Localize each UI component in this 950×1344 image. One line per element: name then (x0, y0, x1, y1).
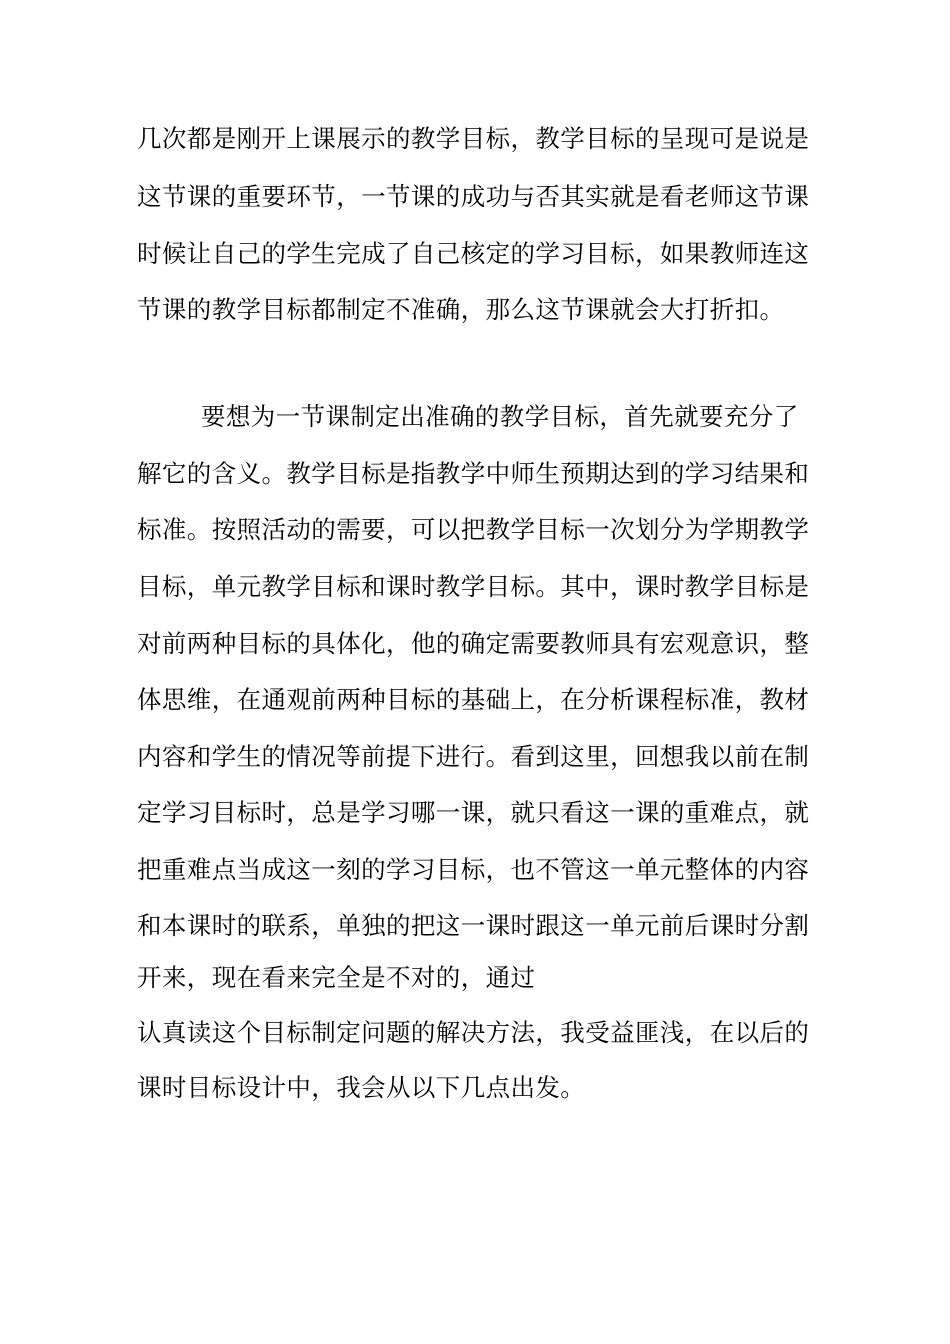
text-line: 节课的教学目标都制定不准确，那么这节课就会大打折扣。 (137, 295, 785, 324)
text-line: 和本课时的联系，单独的把这一课时跟这一单元前后课时分割 (137, 911, 810, 940)
text-line: 几次都是刚开上课展示的教学目标，教学目标的呈现可是说是 (137, 124, 810, 153)
text-line: 要想为一节课制定出准确的教学目标，首先就要充分了 (201, 402, 799, 431)
text-line: 对前两种目标的具体化，他的确定需要教师具有宏观意识，整 (137, 629, 810, 658)
text-line: 课时目标设计中，我会从以下几点出发。 (137, 1073, 586, 1102)
text-line: 认真读这个目标制定问题的解决方法，我受益匪浅，在以后的 (137, 1018, 810, 1047)
text-line: 解它的含义。教学目标是指教学中师生预期达到的学习结果和 (137, 459, 810, 488)
text-line: 这节课的重要环节，一节课的成功与否其实就是看老师这节课 (137, 182, 810, 211)
text-line: 内容和学生的情况等前提下进行。看到这里，回想我以前在制 (137, 742, 810, 771)
text-line: 定学习目标时，总是学习哪一课，就只看这一课的重难点，就 (137, 798, 810, 827)
text-line: 标准。按照活动的需要，可以把教学目标一次划分为学期教学 (137, 515, 810, 544)
text-line: 把重难点当成这一刻的学习目标，也不管这一单元整体的内容 (137, 855, 810, 884)
text-line: 体思维，在通观前两种目标的基础上，在分析课程标准，教材 (137, 685, 810, 714)
text-line: 时候让自己的学生完成了自己核定的学习目标，如果教师连这 (137, 239, 810, 268)
text-line: 开来，现在看来完全是不对的，通过 (137, 963, 536, 992)
text-line: 目标，单元教学目标和课时教学目标。其中，课时教学目标是 (137, 572, 810, 601)
